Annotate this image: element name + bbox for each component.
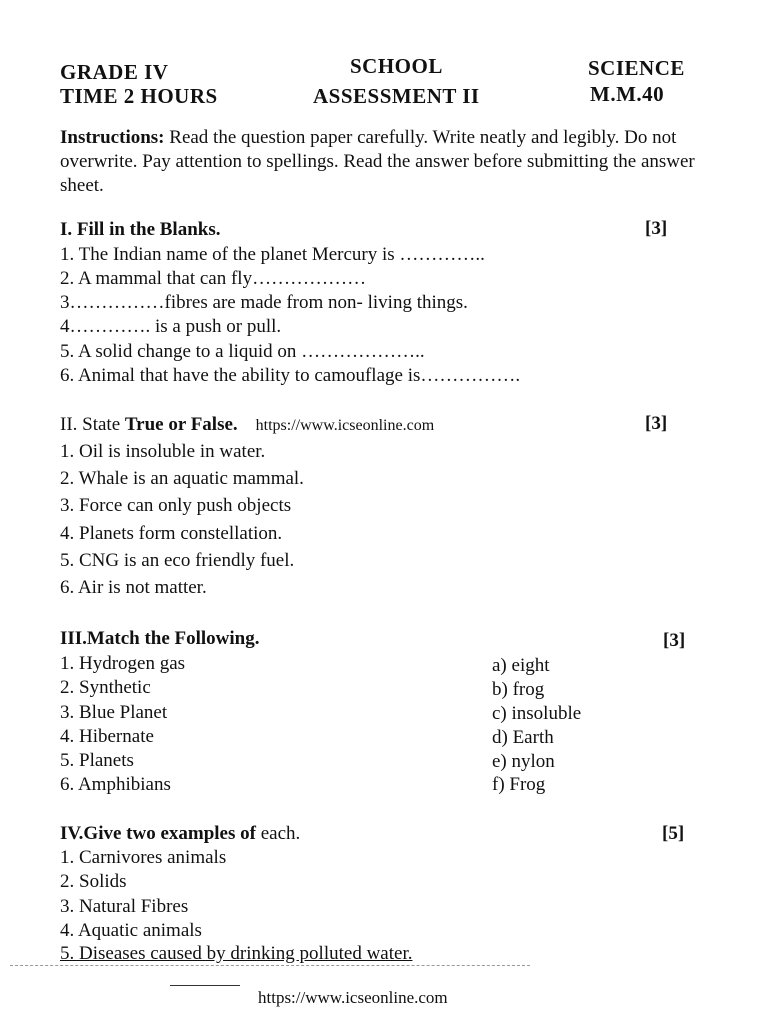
match-right-item: d) Earth — [492, 727, 554, 748]
section-1-item: 3……………fibres are made from non- living things. — [60, 292, 468, 313]
match-right-item: f) Frog — [492, 774, 546, 795]
footer-url: https://www.icseonline.com — [258, 988, 448, 1007]
section-4-item: 4. Aquatic animals — [60, 920, 202, 941]
section-4-marks: [5] — [662, 823, 685, 844]
scan-divider — [10, 965, 530, 966]
match-right-item: b) frog — [492, 679, 545, 700]
match-left-item: 5. Planets — [60, 750, 134, 771]
section-2-url: https://www.icseonline.com — [255, 417, 435, 434]
section-1-item: 1. The Indian name of the planet Mercury is ………….. — [60, 244, 485, 265]
subject-label: SCIENCE — [588, 56, 685, 80]
match-left-item: 6. Amphibians — [60, 774, 171, 795]
footer-rule — [170, 985, 240, 986]
section-1-item: 2. A mammal that can fly……………… — [60, 268, 367, 289]
instructions — [60, 126, 720, 198]
assessment-label: ASSESSMENT II — [313, 84, 480, 108]
instructions-text: Read the question paper carefully. Write neatly and legibly. Do not overwrite. Pay attention to spellings. Read the answer before submitting the answer sheet. — [60, 127, 695, 196]
grade-label: GRADE IV — [60, 60, 169, 84]
section-1-item: 4…………. is a push or pull. — [60, 316, 282, 337]
match-right-item: c) insoluble — [492, 703, 582, 724]
match-left-item: 3. Blue Planet — [60, 702, 168, 723]
section-2-item: 3. Force can only push objects — [60, 495, 292, 516]
section-4-item: 2. Solids — [60, 871, 127, 892]
section-1-title: I. Fill in the Blanks. — [60, 219, 221, 240]
section-2-title: II. State True or False. https://www.icseonline.com — [60, 414, 435, 435]
section-1-item: 6. Animal that have the ability to camouflage is……………. — [60, 365, 521, 386]
match-right-item: e) nylon — [492, 751, 555, 772]
section-2-item: 1. Oil is insoluble in water. — [60, 441, 266, 462]
section-4-item: 1. Carnivores animals — [60, 847, 227, 868]
section-2-marks: [3] — [645, 413, 668, 434]
section-4-item: 3. Natural Fibres — [60, 896, 189, 917]
match-left-item: 2. Synthetic — [60, 677, 151, 698]
school-label: SCHOOL — [350, 54, 443, 78]
instructions-label: Instructions: — [60, 127, 165, 148]
section-3-marks: [3] — [663, 630, 686, 651]
section-2-item: 5. CNG is an eco friendly fuel. — [60, 550, 295, 571]
section-2-item: 6. Air is not matter. — [60, 577, 207, 598]
section-1-marks: [3] — [645, 218, 668, 239]
max-marks-label: M.M.40 — [590, 82, 665, 106]
match-left-item: 1. Hydrogen gas — [60, 653, 186, 674]
section-4-title: IV.Give two examples of each. — [60, 823, 301, 844]
section-4-item: 5. Diseases caused by drinking polluted water. — [60, 943, 413, 964]
match-left-item: 4. Hibernate — [60, 726, 154, 747]
section-2-item: 2. Whale is an aquatic mammal. — [60, 468, 304, 489]
section-1-item: 5. A solid change to a liquid on ……………….. — [60, 341, 425, 362]
section-2-item: 4. Planets form constellation. — [60, 523, 283, 544]
match-right-item: a) eight — [492, 655, 550, 676]
time-label: TIME 2 HOURS — [60, 84, 218, 108]
section-3-title: III.Match the Following. — [60, 628, 260, 649]
